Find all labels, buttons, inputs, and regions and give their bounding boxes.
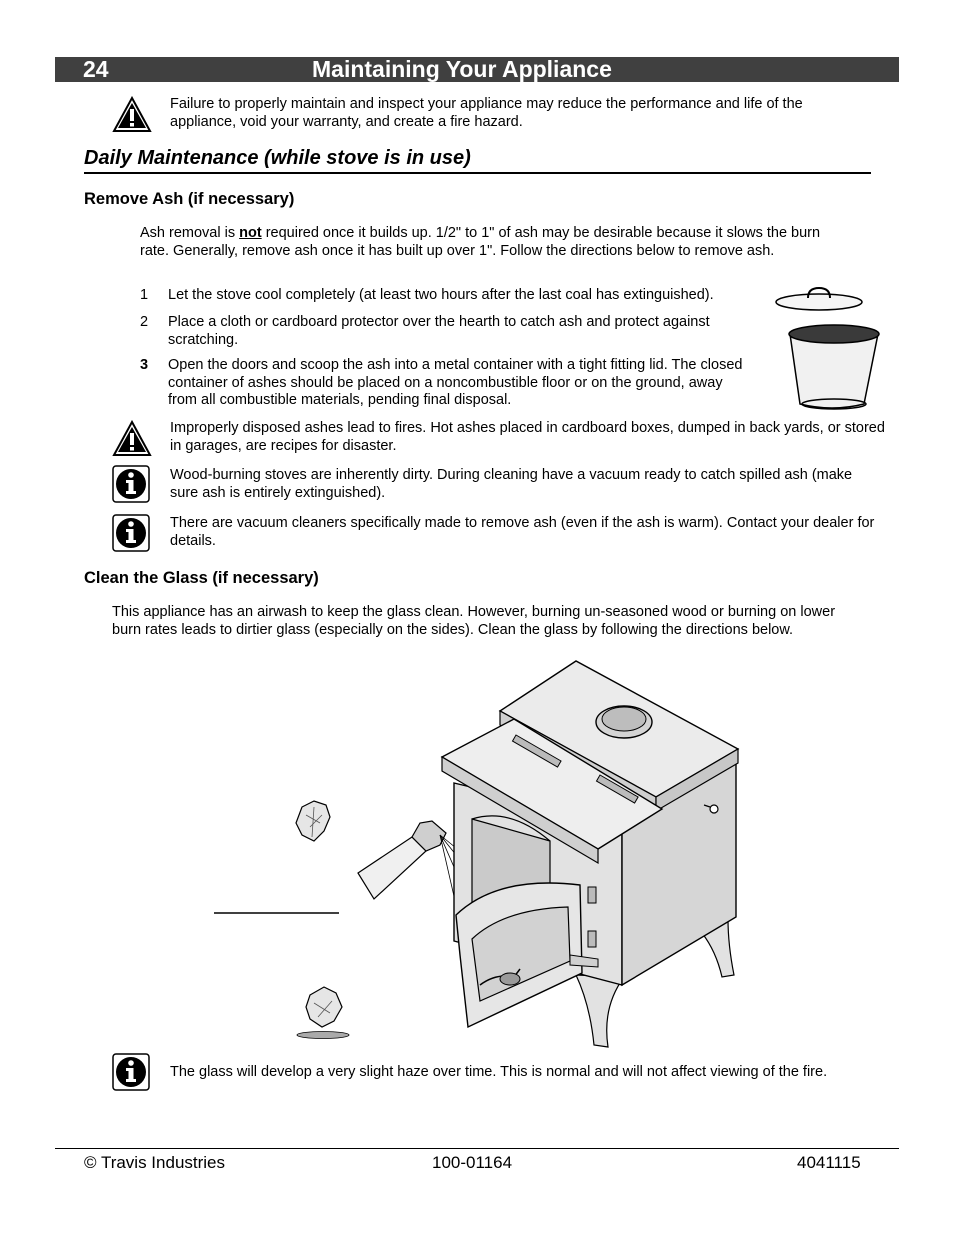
section-title: Daily Maintenance (while stove is in use) bbox=[84, 146, 871, 174]
step-item bbox=[140, 314, 760, 352]
footer-divider bbox=[55, 1148, 899, 1149]
step-item bbox=[140, 287, 760, 307]
footer-doc-code: 4041115 bbox=[797, 1153, 861, 1172]
ash-warning-text: Improperly disposed ashes lead to fires. Hot ashes placed in cardboard boxes, dumped in back yards, or stored in garages, are recipes for disaster. bbox=[170, 420, 885, 454]
info-icon bbox=[112, 514, 150, 552]
footer-part-number: 100-01164 bbox=[432, 1153, 513, 1172]
step-number: 3 bbox=[140, 357, 149, 373]
page-title: Maintaining Your Appliance bbox=[312, 56, 612, 82]
step-text-content: Place a cloth or cardboard protector over the hearth to catch ash and protect against scratching. bbox=[168, 314, 710, 348]
info-text-ash-vacuum: There are vacuum cleaners specifically made to remove ash (even if the ash is warm). Contact your dealer for details. bbox=[170, 515, 875, 549]
remove-ash-para-post: required once it builds up. 1/2" to 1" of ash may be desirable because it slows the burn rate. Generally, remove ash once it has built up over 1". Follow the directions below to remove ash. bbox=[140, 225, 821, 259]
stove-cleaning-illustration bbox=[210, 655, 750, 1055]
warning-icon bbox=[112, 420, 152, 457]
remove-ash-para-bold: not bbox=[239, 225, 262, 241]
ash-bucket-illustration bbox=[770, 284, 885, 414]
step-number: 1 bbox=[140, 287, 149, 303]
warning-icon bbox=[112, 96, 152, 133]
footer-copyright: © Travis Industries bbox=[84, 1153, 226, 1172]
clean-glass-heading: Clean the Glass (if necessary) bbox=[84, 569, 319, 587]
page-header bbox=[55, 57, 899, 82]
step-text: Let the stove cool completely (at least two hours after the last coal has extinguished). bbox=[168, 287, 714, 303]
info-text-glass-haze: The glass will develop a very slight haze over time. This is normal and will not affect viewing of the fire. bbox=[170, 1064, 828, 1080]
step-item bbox=[140, 357, 760, 412]
page-number: 24 bbox=[83, 56, 109, 82]
remove-ash-para-pre: Ash removal is bbox=[140, 225, 240, 241]
step-text: Open the doors and scoop the ash into a metal container with a tight fitting lid. The closed container of ashes should be placed on a noncombustible floor or on the ground, away from all combustible materials, pending final disposal. bbox=[168, 357, 743, 408]
clean-glass-paragraph: This appliance has an airwash to keep the glass clean. However, burning un-seasoned wood or burning on lower burn rates leads to dirtier glass (especially on the sides). Clean the glass by following the directions below. bbox=[112, 604, 836, 638]
intro-warning-text: Failure to properly maintain and inspect your appliance may reduce the performance and life of the appliance, void your warranty, and create a fire hazard. bbox=[170, 96, 803, 130]
remove-ash-paragraph bbox=[140, 225, 850, 260]
info-text-vacuum: Wood-burning stoves are inherently dirty. During cleaning have a vacuum ready to catch spilled ash (make sure ash is entirely extinguished). bbox=[170, 467, 853, 501]
info-icon bbox=[112, 1053, 150, 1091]
info-icon bbox=[112, 465, 150, 503]
step-number: 2 bbox=[140, 314, 149, 330]
remove-ash-heading: Remove Ash (if necessary) bbox=[84, 190, 295, 208]
step-text bbox=[168, 314, 758, 349]
